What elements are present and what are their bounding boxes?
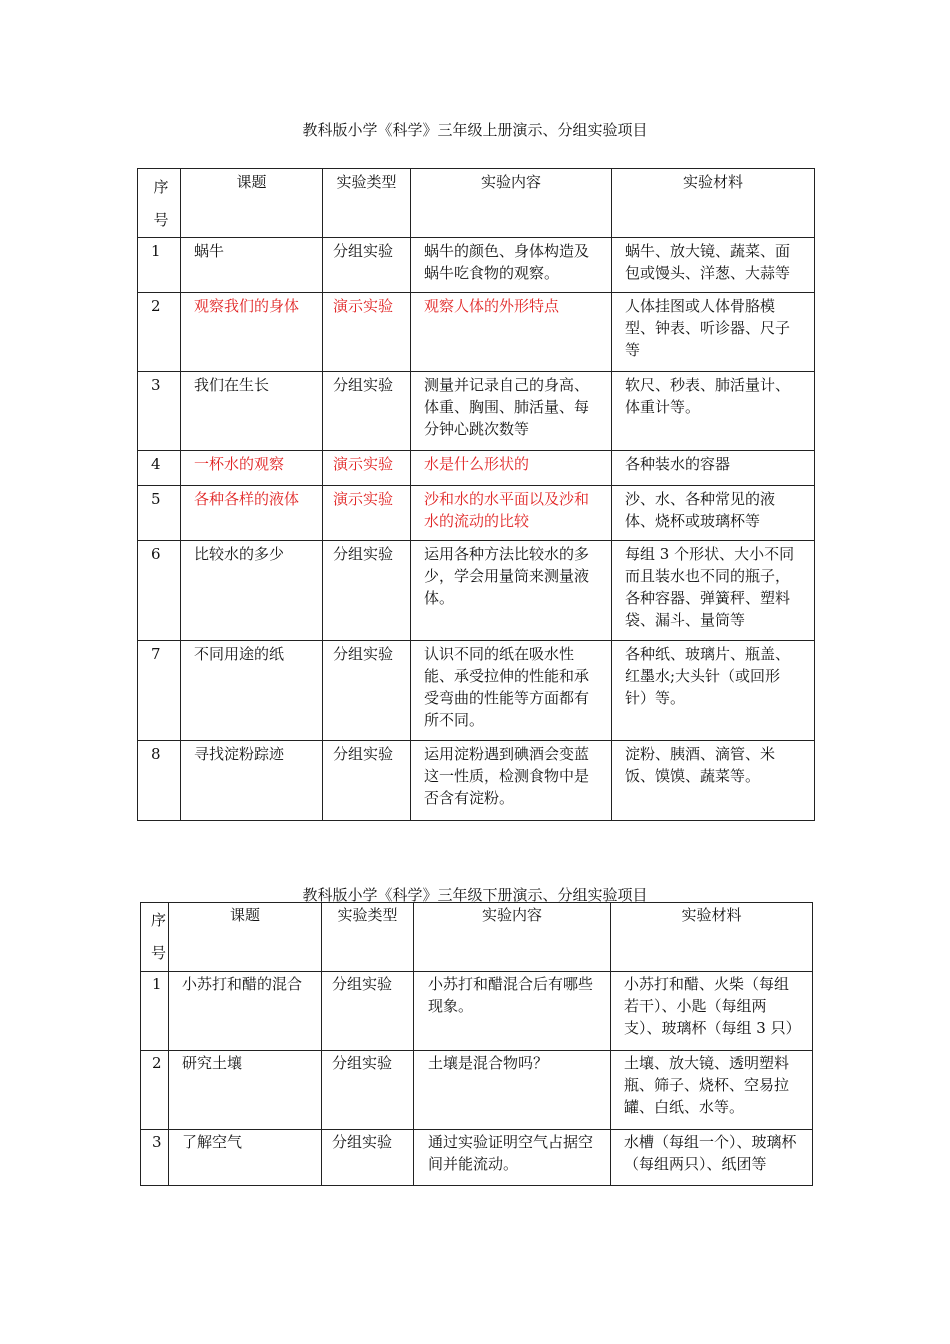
row-material: 沙、水、各种常见的液体、烧杯或玻璃杯等 — [625, 490, 776, 530]
row-content: 认识不同的纸在吸水性能、承受拉伸的性能和承受弯曲的性能等方面都有所不同。 — [424, 645, 590, 729]
table-row — [138, 293, 815, 372]
row-title: 我们在生长 — [194, 376, 270, 394]
row-type: 分组实验 — [333, 242, 394, 260]
header-content: 实验内容 — [414, 903, 611, 972]
row-material: 土壤、放大镜、透明塑料瓶、筛子、烧杯、空易拉罐、白纸、水等。 — [624, 1054, 790, 1116]
row-title-cell — [181, 238, 323, 293]
row-title-cell — [181, 486, 323, 541]
table-row — [138, 486, 815, 541]
table-header-row — [141, 903, 813, 972]
table-row — [141, 972, 813, 1051]
row-content: 小苏打和醋混合后有哪些现象。 — [428, 975, 594, 1015]
row-type: 演示实验 — [333, 490, 394, 508]
row-material-cell — [612, 741, 815, 821]
row-number-cell — [138, 541, 181, 641]
row-content-cell — [411, 741, 612, 821]
row-material: 每组 3 个形状、大小不同而且装水也不同的瓶子，各种容器、弹簧秤、塑料袋、漏斗、量筒等 — [625, 545, 795, 629]
table-row — [141, 1051, 813, 1130]
row-title-cell — [169, 972, 322, 1051]
row-title-cell — [181, 293, 323, 372]
header-type: 实验类型 — [323, 169, 411, 238]
row-type-cell — [323, 641, 411, 741]
row-type-cell — [323, 238, 411, 293]
row-type-cell — [323, 451, 411, 486]
row-type: 分组实验 — [332, 1054, 393, 1072]
row-number: 4 — [151, 455, 161, 473]
row-material-cell — [611, 1130, 813, 1186]
row-number-cell — [138, 238, 181, 293]
row-number: 1 — [151, 242, 161, 260]
row-number-cell — [138, 741, 181, 821]
table-row — [138, 741, 815, 821]
row-title: 小苏打和醋的混合 — [182, 975, 303, 993]
row-type-cell — [323, 372, 411, 451]
table-row — [138, 238, 815, 293]
row-type: 分组实验 — [333, 745, 394, 763]
row-type-cell — [323, 486, 411, 541]
header-title: 课题 — [181, 169, 323, 238]
row-material-cell — [611, 1051, 813, 1130]
row-content-cell — [411, 451, 612, 486]
row-material-cell — [612, 238, 815, 293]
row-number: 1 — [152, 975, 162, 993]
row-material-cell — [611, 972, 813, 1051]
row-material: 水槽（每组一个）、玻璃杯（每组两只）、纸团等 — [624, 1133, 797, 1173]
row-number: 3 — [152, 1133, 162, 1151]
header-title: 课题 — [169, 903, 322, 972]
row-material-cell — [612, 486, 815, 541]
row-material: 小苏打和醋、火柴（每组若干）、小匙（每组两支）、玻璃杯（每组 3 只） — [624, 975, 801, 1037]
row-number-cell — [138, 451, 181, 486]
row-number-cell — [141, 1051, 169, 1130]
row-material: 软尺、秒表、肺活量计、体重计等。 — [625, 376, 791, 416]
row-title: 不同用途的纸 — [194, 645, 285, 663]
row-number: 2 — [152, 1054, 162, 1072]
header-material: 实验材料 — [612, 169, 815, 238]
row-type: 分组实验 — [333, 376, 394, 394]
row-number: 7 — [151, 645, 161, 663]
row-type: 分组实验 — [332, 1133, 393, 1151]
row-title: 寻找淀粉踪迹 — [194, 745, 285, 763]
header-type: 实验类型 — [322, 903, 414, 972]
row-content-cell — [411, 641, 612, 741]
row-content: 沙和水的水平面以及沙和水的流动的比较 — [424, 490, 590, 530]
row-title: 蜗牛 — [194, 242, 225, 260]
row-number: 8 — [151, 745, 161, 763]
experiment-table-lower — [140, 902, 813, 1186]
table-row — [138, 451, 815, 486]
row-content: 运用各种方法比较水的多少，学会用量筒来测量液体。 — [424, 545, 590, 607]
row-material-cell — [612, 541, 815, 641]
row-material: 蜗牛、放大镜、蔬菜、面包或馒头、洋葱、大蒜等 — [625, 242, 791, 282]
header-material: 实验材料 — [611, 903, 813, 972]
row-material: 淀粉、胰酒、滴管、米饭、馍馍、蔬菜等。 — [625, 745, 776, 785]
row-type-cell — [322, 972, 414, 1051]
table-header-row — [138, 169, 815, 238]
row-title: 观察我们的身体 — [194, 297, 300, 315]
row-title-cell — [169, 1130, 322, 1186]
row-title: 比较水的多少 — [194, 545, 285, 563]
row-number-cell — [138, 293, 181, 372]
row-title: 研究土壤 — [182, 1054, 243, 1072]
row-title-cell — [181, 641, 323, 741]
row-type-cell — [323, 541, 411, 641]
row-type-cell — [323, 741, 411, 821]
row-content-cell — [411, 541, 612, 641]
row-content: 蜗牛的颜色、身体构造及蜗牛吃食物的观察。 — [424, 242, 590, 282]
header-num: 序号 — [141, 903, 169, 972]
row-number-cell — [141, 972, 169, 1051]
header-content: 实验内容 — [411, 169, 612, 238]
row-content-cell — [411, 372, 612, 451]
row-title: 各种各样的液体 — [194, 490, 300, 508]
row-content-cell — [411, 486, 612, 541]
row-number: 2 — [151, 297, 161, 315]
row-title: 了解空气 — [182, 1133, 243, 1151]
row-type-cell — [323, 293, 411, 372]
row-type-cell — [322, 1051, 414, 1130]
row-title-cell — [181, 541, 323, 641]
row-type-cell — [322, 1130, 414, 1186]
experiment-table-upper — [137, 168, 815, 821]
row-type: 演示实验 — [333, 297, 394, 315]
row-content: 土壤是混合物吗？ — [428, 1054, 549, 1072]
row-title: 一杯水的观察 — [194, 455, 285, 473]
row-material: 人体挂图或人体骨胳模型、钟表、听诊器、尺子等 — [625, 297, 791, 359]
row-type: 分组实验 — [332, 975, 393, 993]
row-type: 演示实验 — [333, 455, 394, 473]
row-number: 5 — [151, 490, 161, 508]
table-row — [138, 372, 815, 451]
page-title-lower: 教科版小学《科学》三年级下册演示、分组实验项目 — [302, 886, 648, 904]
row-title-cell — [169, 1051, 322, 1130]
row-number-cell — [138, 641, 181, 741]
row-title-cell — [181, 372, 323, 451]
table-row — [138, 541, 815, 641]
row-material: 各种纸、玻璃片、瓶盖、红墨水;大头针（或回形针）等。 — [625, 645, 791, 707]
row-title-cell — [181, 741, 323, 821]
row-material-cell — [612, 372, 815, 451]
row-content: 观察人体的外形特点 — [424, 297, 560, 315]
row-content-cell — [411, 238, 612, 293]
table-row — [141, 1130, 813, 1186]
row-material-cell — [612, 641, 815, 741]
row-number: 3 — [151, 376, 161, 394]
row-content: 水是什么形状的 — [424, 455, 530, 473]
row-number-cell — [138, 372, 181, 451]
page-title-upper: 教科版小学《科学》三年级上册演示、分组实验项目 — [302, 121, 648, 139]
row-content: 通过实验证明空气占据空间并能流动。 — [428, 1133, 594, 1173]
row-number: 6 — [151, 545, 161, 563]
row-title-cell — [181, 451, 323, 486]
row-type: 分组实验 — [333, 545, 394, 563]
header-num: 序号 — [138, 169, 181, 238]
row-type: 分组实验 — [333, 645, 394, 663]
row-number-cell — [138, 486, 181, 541]
row-content-cell — [414, 972, 611, 1051]
row-material-cell — [612, 451, 815, 486]
row-content-cell — [414, 1051, 611, 1130]
row-content: 运用淀粉遇到碘酒会变蓝这一性质，检测食物中是否含有淀粉。 — [424, 745, 590, 807]
row-content: 测量并记录自己的身高、体重、胸围、肺活量、每分钟心跳次数等 — [424, 376, 590, 438]
row-material-cell — [612, 293, 815, 372]
row-number-cell — [141, 1130, 169, 1186]
row-content-cell — [411, 293, 612, 372]
row-material: 各种装水的容器 — [625, 455, 731, 473]
table-row — [138, 641, 815, 741]
row-content-cell — [414, 1130, 611, 1186]
